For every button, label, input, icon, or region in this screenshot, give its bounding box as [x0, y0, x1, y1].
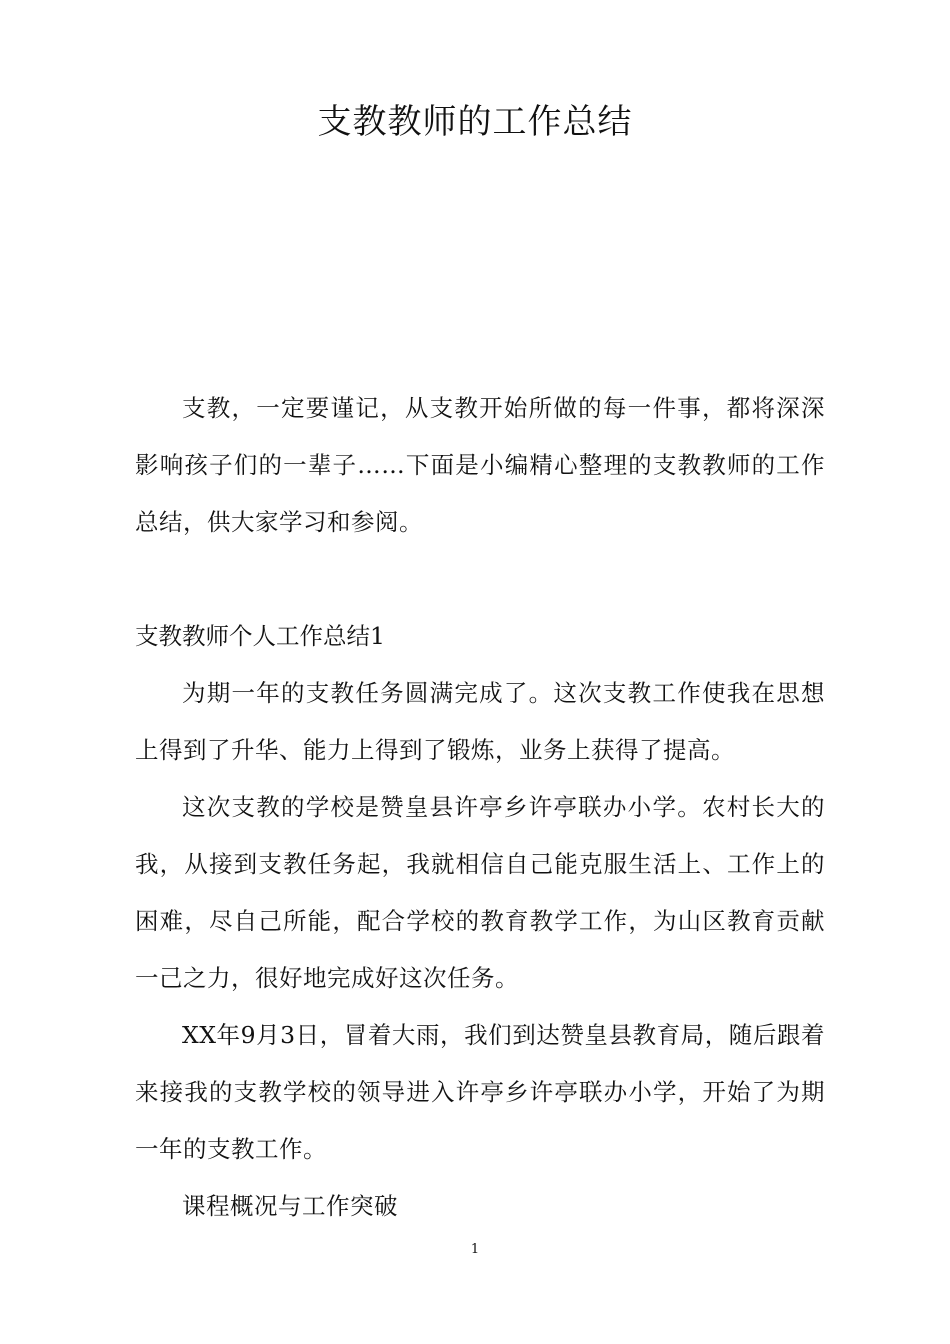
body-paragraph: 为期一年的支教任务圆满完成了。这次支教工作使我在思想上得到了升华、能力上得到了锻炼，业务上获得了提高。	[135, 679, 825, 764]
document-body	[135, 380, 825, 1235]
section-heading: 支教教师个人工作总结1	[135, 622, 385, 650]
intro-paragraph: 支教，一定要谨记，从支教开始所做的每一件事，都将深深影响孩子们的一辈子……下面是小编精心整理的支教教师的工作总结，供大家学习和参阅。	[135, 394, 825, 536]
subheading-paragraph: 课程概况与工作突破	[182, 1192, 398, 1220]
document-title: 支教教师的工作总结	[317, 102, 633, 142]
body-paragraph: 这次支教的学校是赞皇县许亭乡许亭联办小学。农村长大的我，从接到支教任务起，我就相信自己能克服生活上、工作上的困难，尽自己所能，配合学校的教育教学工作，为山区教育贡献一己之力，很好地完成好这次任务。	[135, 793, 825, 992]
paragraph-spacer	[135, 551, 825, 608]
body-paragraph: XX年9月3日，冒着大雨，我们到达赞皇县教育局，随后跟着来接我的支教学校的领导进入许亭乡许亭联办小学，开始了为期一年的支教工作。	[135, 1021, 825, 1163]
page-number: 1	[470, 1242, 480, 1257]
